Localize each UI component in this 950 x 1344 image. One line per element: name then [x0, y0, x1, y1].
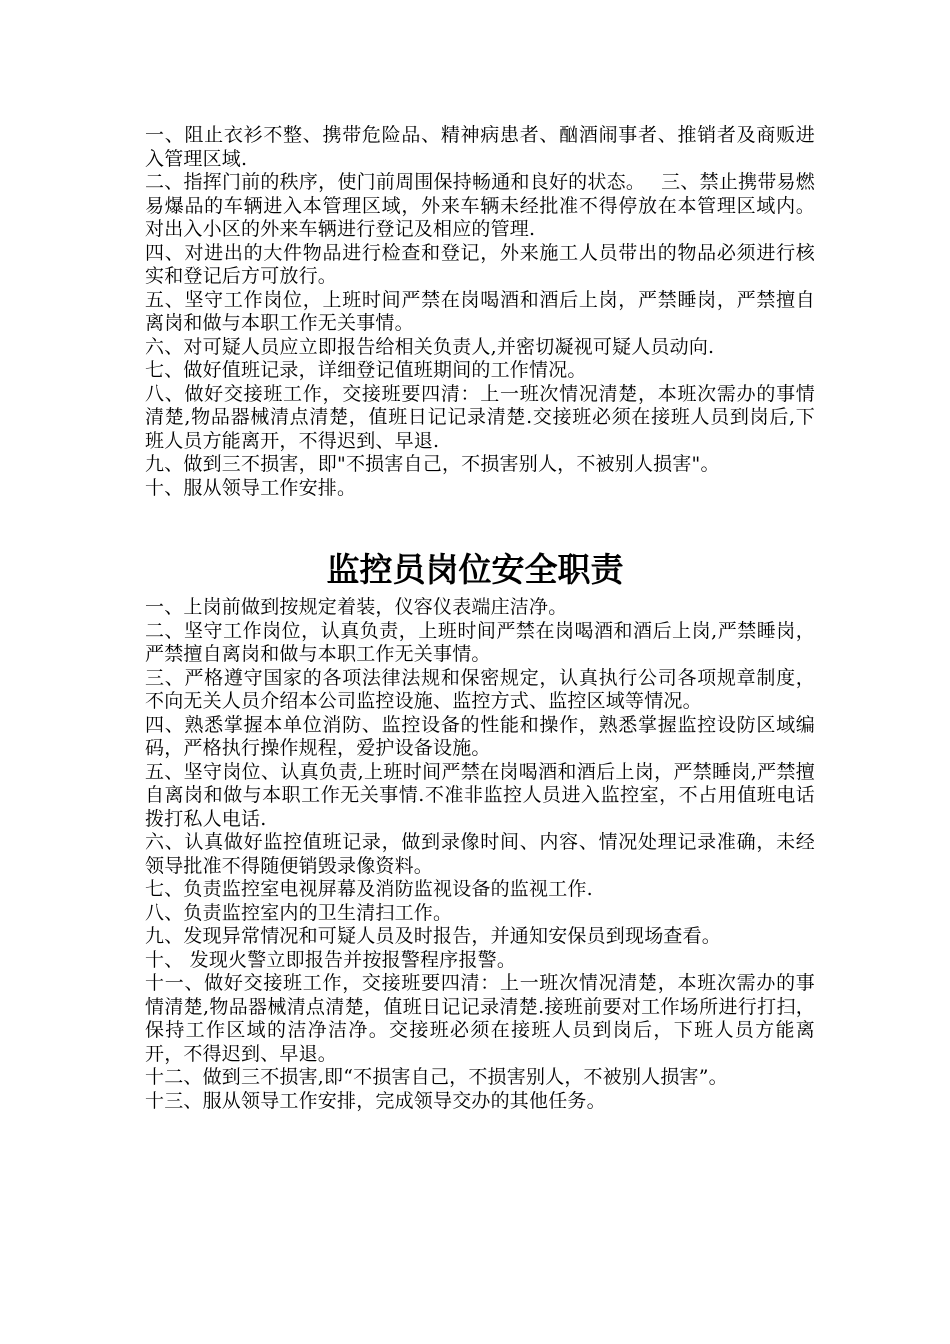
duty-item: 十、 发现火警立即报告并按报警程序报警。 — [145, 948, 517, 971]
section-title: 监控员岗位安全职责 — [326, 550, 624, 589]
duty-item: 八、做好交接班工作，交接班要四清：上一班次情况清楚，本班次需办的事情清楚,物品器械清点清楚，值班日记记录清楚.交接班必须在接班人员到岗后,下班人员方能离开，不得迟到、早退. — [145, 382, 815, 452]
duty-item: 七、负责监控室电视屏幕及消防监视设备的监视工作. — [145, 878, 593, 900]
duty-item: 五、坚守工作岗位，上班时间严禁在岗喝酒和酒后上岗，严禁睡岗，严禁擅自离岗和做与本职工作无关事情。 — [145, 288, 815, 334]
duty-item: 十三、服从领导工作安排，完成领导交办的其他任务。 — [145, 1089, 606, 1112]
duty-item: 六、认真做好监控值班记录，做到录像时间、内容、情况处理记录准确，未经领导批准不得随便销毁录像资料。 — [145, 831, 815, 877]
duty-item: 四、熟悉掌握本单位消防、监控设备的性能和操作，熟悉掌握监控设防区域编码，严格执行操作规程，爱护设备设施。 — [145, 713, 815, 759]
duty-item: 五、坚守岗位、认真负责,上班时间严禁在岗喝酒和酒后上岗，严禁睡岗,严禁擅自离岗和做与本职工作无关事情.不准非监控人员进入监控室，不占用值班电话拨打私人电话. — [145, 760, 815, 830]
duty-item: 一、阻止衣衫不整、携带危险品、精神病患者、酗酒闹事者、推销者及商贩进入管理区域. — [145, 124, 815, 170]
duty-item: 六、对可疑人员应立即报告给相关负责人,并密切凝视可疑人员动向. — [145, 335, 715, 358]
duty-item: 九、发现异常情况和可疑人员及时报告，并通知安保员到现场查看。 — [145, 925, 722, 947]
duty-item: 二、坚守工作岗位，认真负责，上班时间严禁在岗喝酒和酒后上岗,严禁睡岗，严禁擅自离岗和做与本职工作无关事情。 — [145, 619, 815, 665]
duty-item: 一、上岗前做到按规定着装，仪容仪表端庄洁净。 — [145, 596, 568, 618]
duty-item: 十一、做好交接班工作，交接班要四清：上一班次情况清楚，本班次需办的事情清楚,物品器械清点清楚，值班日记记录清楚.接班前要对工作场所进行打扫，保持工作区域的洁净洁净。交接班必须在接班人员到岗后，下班人员方能离开，不得迟到、早退。 — [145, 972, 815, 1065]
monitor-duties-section — [145, 596, 815, 1113]
duty-item: 二、指挥门前的秩序，使门前周围保持畅通和良好的状态。 三、禁止携带易燃易爆品的车辆进入本管理区域，外来车辆未经批准不得停放在本管理区域内。对出入小区的外来车辆进行登记及相应的管理. — [145, 171, 815, 240]
guard-duties-section — [145, 124, 815, 500]
duty-item: 十、服从领导工作安排。 — [145, 476, 357, 499]
duty-item: 十二、做到三不损害,即“不损害自己，不损害别人，不被别人损害”。 — [145, 1066, 728, 1088]
duty-item: 九、做到三不损害，即"不损害自己，不损害别人，不被别人损害"。 — [145, 453, 720, 475]
duty-item: 七、做好值班记录，详细登记值班期间的工作情况。 — [145, 359, 587, 381]
duty-item: 四、对进出的大件物品进行检查和登记，外来施工人员带出的物品必须进行核实和登记后方可放行。 — [145, 241, 815, 287]
duty-item: 三、严格遵守国家的各项法律法规和保密规定，认真执行公司各项规章制度，不向无关人员介绍本公司监控设施、监控方式、监控区域等情况。 — [145, 666, 815, 712]
duty-item: 八、负责监控室内的卫生清扫工作。 — [145, 901, 453, 924]
